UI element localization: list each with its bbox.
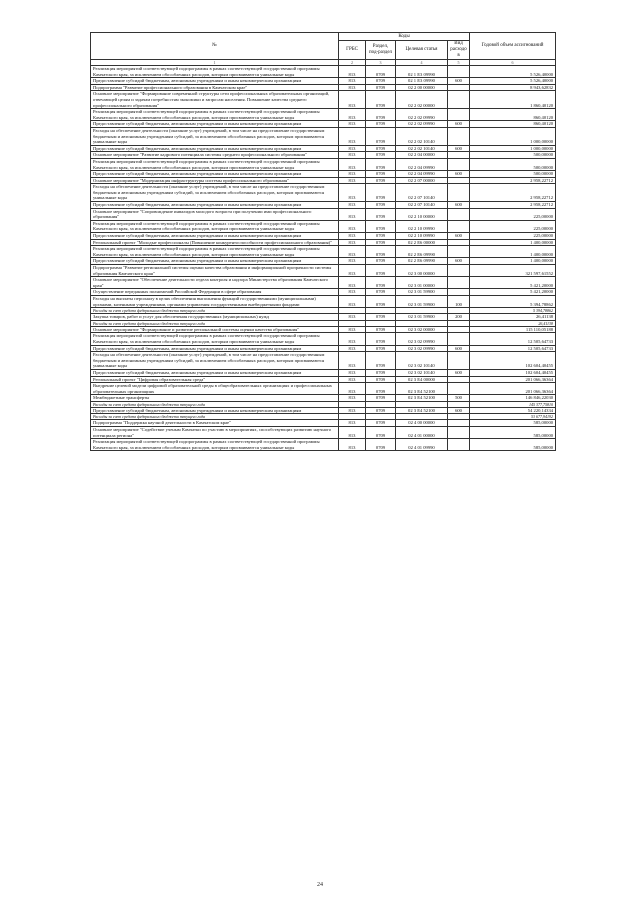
row-name: Основное мероприятие "Обеспечение деятельности отдела контроля и надзора Министерства образования Камчатского края" (91, 277, 339, 289)
row-name: Реализация мероприятий соответствующей подпрограммы в рамках соответствующей государственной программы Камчатского края, за исключением обособленных расходов, которым присваиваются уникальные коды (91, 333, 339, 345)
row-cel: 02 2 04 09990 (396, 171, 448, 178)
row-sum: 1 400,00000 (470, 239, 556, 246)
row-vid (448, 420, 470, 427)
row-sum: 5 394,78862 (470, 295, 556, 307)
table-row (91, 177, 556, 184)
row-grbs: 813 (339, 427, 366, 439)
row-vid: 600 (448, 145, 470, 152)
row-name: Основное мероприятие "Формирование и развитие региональной системы оценки качества образования" (91, 326, 339, 333)
row-grbs: 813 (339, 127, 366, 145)
table-row (91, 289, 556, 296)
row-sum: 2 958,22712 (470, 177, 556, 184)
row-name: Региональный проект "Цифровая образовательная среда" (91, 376, 339, 383)
row-cel: 02 2 Е6 09990 (396, 246, 448, 258)
row-grbs: 813 (339, 177, 366, 184)
row-sum: 26,41138 (470, 320, 556, 326)
row-sum: 145 377,75810 (470, 401, 556, 407)
row-name: Основное мероприятие "Сопровождение инвалидов молодого возраста при получении ими профессионального образования" (91, 208, 339, 220)
row-razdel: 0709 (366, 239, 396, 246)
row-cel: 02 2 10 09990 (396, 233, 448, 240)
row-vid (448, 91, 470, 109)
row-name: Расходы за счет средств федерального бюджета текущего года (91, 308, 339, 314)
row-grbs: 813 (339, 239, 366, 246)
row-sum: 585,00000 (470, 420, 556, 427)
table-row (91, 121, 556, 128)
row-razdel: 0709 (366, 277, 396, 289)
row-razdel: 0709 (366, 91, 396, 109)
table-row (91, 369, 556, 376)
row-name: Реализация мероприятий соответствующей подпрограммы в рамках соответствующей государственной программы Камчатского края, за исключением обособленных расходов, которым присваиваются уникальные коды (91, 66, 339, 78)
row-grbs: 813 (339, 158, 366, 170)
row-name: Реализация мероприятий соответствующей подпрограммы в рамках соответствующей государственной программы Камчатского края, за исключением обособленных расходов, которым присваиваются уникальные коды (91, 246, 339, 258)
row-sum: 2 958,22712 (470, 202, 556, 209)
index-cell: 6 (470, 60, 556, 66)
row-sum: 1 400,00000 (470, 246, 556, 258)
row-grbs: 813 (339, 184, 366, 202)
table-row (91, 352, 556, 370)
row-vid (448, 383, 470, 395)
row-name: Предоставление субсидий бюджетным, автономным учреждениям и иным некоммерческим организациям (91, 407, 339, 414)
row-name: Расходы за счет средств федерального бюджета текущего года (91, 414, 339, 420)
row-sum: 5 421,20000 (470, 277, 556, 289)
row-grbs: 813 (339, 246, 366, 258)
row-name: Реализация мероприятий соответствующей подпрограммы в рамках соответствующей государственной программы Камчатского края, за исключением обособленных расходов, которым присваиваются уникальные коды (91, 220, 339, 232)
table-row (91, 233, 556, 240)
table-row (91, 277, 556, 289)
row-sum: 860,40120 (470, 109, 556, 121)
row-grbs: 813 (339, 202, 366, 209)
row-vid (448, 265, 470, 277)
row-razdel: 0709 (366, 352, 396, 370)
row-sum: 5 421,20000 (470, 289, 556, 296)
row-vid (448, 152, 470, 159)
row-name: Предоставление субсидий бюджетным, автономным учреждениям и иным некоммерческим организациям (91, 171, 339, 178)
index-cell: 3 (366, 60, 396, 66)
table-row (91, 208, 556, 220)
row-grbs: 813 (339, 333, 366, 345)
row-cel: 02 3 01 00000 (396, 277, 448, 289)
row-cel: 02 3 01 59900 (396, 295, 448, 307)
row-grbs: 813 (339, 295, 366, 307)
row-razdel: 0709 (366, 258, 396, 265)
row-sum: 225,00000 (470, 220, 556, 232)
row-name: Региональный проект "Молодые профессионалы (Повышение конкурентоспособности профессионального образования)" (91, 239, 339, 246)
row-vid: 200 (448, 314, 470, 321)
row-razdel: 0709 (366, 376, 396, 383)
row-cel: 02 3 02 10140 (396, 352, 448, 370)
header-codes: Коды (339, 33, 470, 41)
row-cel: 02 2 10 09990 (396, 220, 448, 232)
row-razdel: 0709 (366, 109, 396, 121)
row-cel: 02 3 00 00000 (396, 265, 448, 277)
table-row (91, 326, 556, 333)
row-name: Реализация мероприятий соответствующей подпрограммы в рамках соответствующей государственной программы Камчатского края, за исключением обособленных расходов, которым присваиваются уникальные коды (91, 109, 339, 121)
row-sum: 500,00000 (470, 171, 556, 178)
row-cel: 02 2 02 00000 (396, 91, 448, 109)
row-name: Предоставление субсидий бюджетным, автономным учреждениям и иным некоммерческим организациям (91, 145, 339, 152)
row-razdel: 0709 (366, 127, 396, 145)
row-razdel: 0709 (366, 158, 396, 170)
table-row (91, 66, 556, 78)
index-cell: 4 (396, 60, 448, 66)
row-vid (448, 277, 470, 289)
row-sum: 1 400,00000 (470, 258, 556, 265)
table-row (91, 184, 556, 202)
table-row (91, 345, 556, 352)
row-grbs: 813 (339, 420, 366, 427)
row-grbs: 813 (339, 265, 366, 277)
page-number: 24 (317, 882, 323, 888)
row-name: Предоставление субсидий бюджетным, автономным учреждениям и иным некоммерческим организациям (91, 258, 339, 265)
row-name: Подпрограмма "Развитие профессионального образования в Камчатском крае" (91, 84, 339, 91)
row-sum: 12 505,64733 (470, 333, 556, 345)
index-cell: 5 (448, 60, 470, 66)
table-row (91, 258, 556, 265)
row-sum: 5 526,40000 (470, 66, 556, 78)
row-grbs: 813 (339, 345, 366, 352)
row-cel: 02 2 Е6 00000 (396, 239, 448, 246)
row-razdel: 0709 (366, 66, 396, 78)
row-vid (448, 289, 470, 296)
table-row (91, 239, 556, 246)
row-cel: 02 2 02 10140 (396, 127, 448, 145)
row-name: Реализация мероприятий соответствующей подпрограммы в рамках соответствующей государственной программы Камчатского края, за исключением обособленных расходов, которым присваиваются уникальные коды (91, 439, 339, 451)
row-grbs: 813 (339, 121, 366, 128)
table-row (91, 439, 556, 451)
table-row (91, 220, 556, 232)
table-row (91, 420, 556, 427)
row-sum: 115 110,05188 (470, 326, 556, 333)
row-razdel: 0709 (366, 439, 396, 451)
row-name: Предоставление субсидий бюджетным, автономным учреждениям и иным некоммерческим организациям (91, 369, 339, 376)
row-sum: 860,40120 (470, 121, 556, 128)
table-row (91, 145, 556, 152)
table-row (91, 171, 556, 178)
row-vid (448, 127, 470, 145)
table-row (91, 265, 556, 277)
row-vid (448, 439, 470, 451)
row-cel: 02 3 02 10140 (396, 369, 448, 376)
row-grbs: 813 (339, 171, 366, 178)
row-cel: 02 3 02 00000 (396, 326, 448, 333)
row-name: Подпрограмма "Развитие региональной системы оценки качества образования и информационной прозрачности системы образования Камчатского края" (91, 265, 339, 277)
table-row (91, 246, 556, 258)
row-sum: 102 604,40455 (470, 352, 556, 370)
row-vid: 600 (448, 78, 470, 85)
row-grbs: 813 (339, 233, 366, 240)
row-vid (448, 66, 470, 78)
row-name: Расходы на обеспечение деятельности (оказание услуг) учреждений, в том числе на предоставление государственным бюджетным и автономным учреждениям субсидий, за исключением обособленных расходов, которым присваиваются уникальные коды (91, 184, 339, 202)
row-vid (448, 239, 470, 246)
row-vid (448, 376, 470, 383)
table-row (91, 152, 556, 159)
row-name: Расходы на обеспечение деятельности (оказание услуг) учреждений, в том числе на предоставление государственным бюджетным и автономным учреждениям субсидий, за исключением обособленных расходов, которым присваиваются уникальные коды (91, 352, 339, 370)
row-razdel: 0709 (366, 171, 396, 178)
row-razdel: 0709 (366, 233, 396, 240)
row-vid (448, 109, 470, 121)
table-row (91, 427, 556, 439)
row-vid (448, 84, 470, 91)
row-sum: 585,00000 (470, 439, 556, 451)
row-cel: 02 2 02 10140 (396, 145, 448, 152)
index-cell: 1 (91, 60, 339, 66)
header-vid: Вид расходов (448, 41, 470, 60)
row-razdel: 0709 (366, 220, 396, 232)
row-vid: 600 (448, 369, 470, 376)
row-sum: 146 846,22030 (470, 395, 556, 402)
row-razdel: 0709 (366, 246, 396, 258)
row-sum: 1 000,00000 (470, 127, 556, 145)
row-grbs: 813 (339, 352, 366, 370)
row-grbs: 813 (339, 66, 366, 78)
row-grbs: 813 (339, 84, 366, 91)
row-vid: 100 (448, 295, 470, 307)
row-vid: 600 (448, 258, 470, 265)
row-sum: 5 394,78862 (470, 308, 556, 314)
row-grbs: 813 (339, 208, 366, 220)
table-row (91, 78, 556, 85)
row-razdel: 0709 (366, 202, 396, 209)
row-name: Предоставление субсидий бюджетным, автономным учреждениям и иным некоммерческим организациям (91, 78, 339, 85)
row-vid: 600 (448, 202, 470, 209)
table-row (91, 158, 556, 170)
row-razdel: 0709 (366, 345, 396, 352)
row-sum: 54 220,14334 (470, 407, 556, 414)
row-name: Подпрограмма "Поддержка научной деятельности в Камчатском крае" (91, 420, 339, 427)
row-vid (448, 184, 470, 202)
table-row (91, 314, 556, 321)
row-vid (448, 220, 470, 232)
row-sum: 8 943,62832 (470, 84, 556, 91)
row-cel: 02 3 Е4 00000 (396, 376, 448, 383)
table-row (91, 333, 556, 345)
row-vid: 600 (448, 345, 470, 352)
row-vid (448, 177, 470, 184)
row-cel: 02 2 07 10140 (396, 184, 448, 202)
row-razdel: 0709 (366, 145, 396, 152)
row-sum: 5 526,40000 (470, 78, 556, 85)
row-cel: 02 1 Е3 09990 (396, 66, 448, 78)
row-vid (448, 208, 470, 220)
header-grbs: ГРБС (339, 41, 366, 60)
row-sum: 201 066,36364 (470, 383, 556, 395)
row-razdel: 0709 (366, 326, 396, 333)
row-cel: 02 3 02 09990 (396, 345, 448, 352)
row-grbs: 813 (339, 314, 366, 321)
table-row (91, 91, 556, 109)
row-grbs: 813 (339, 220, 366, 232)
row-sum: 12 505,64733 (470, 345, 556, 352)
row-razdel: 0709 (366, 420, 396, 427)
row-razdel: 0709 (366, 383, 396, 395)
row-name: Предоставление субсидий бюджетным, автономным учреждениям и иным некоммерческим организациям (91, 233, 339, 240)
row-razdel: 0709 (366, 121, 396, 128)
row-vid: 600 (448, 233, 470, 240)
row-vid: 600 (448, 171, 470, 178)
row-vid (448, 333, 470, 345)
row-name: Основное мероприятие "Формирование современной структуры сети профессиональных образовательных организаций, отвечающей целям и задачам потребностям экономики и запросам населения. Повышение качества среднего профессионального образования" (91, 91, 339, 109)
row-vid (448, 158, 470, 170)
table-row (91, 407, 556, 414)
row-razdel: 0709 (366, 289, 396, 296)
table-row (91, 376, 556, 383)
header-razdel: Раздел, под-раздел (366, 41, 396, 60)
header-num: № (91, 33, 339, 60)
row-cel: 02 2 Е6 09990 (396, 258, 448, 265)
row-vid: 500 (448, 395, 470, 402)
row-vid (448, 427, 470, 439)
row-grbs: 813 (339, 395, 366, 402)
header-cel: Целевая статья (396, 41, 448, 60)
row-cel: 02 3 02 09990 (396, 333, 448, 345)
row-razdel: 0709 (366, 314, 396, 321)
row-name: Основное мероприятие "Развитие кадрового потенциала системы среднего профессионального образования" (91, 152, 339, 159)
row-razdel: 0709 (366, 152, 396, 159)
row-name: Закупка товаров, работ и услуг для обеспечения государственных (муниципальных) нужд (91, 314, 339, 321)
row-razdel: 0709 (366, 407, 396, 414)
row-cel: 02 4 01 09990 (396, 439, 448, 451)
row-name: Расходы за счет средств федерального бюджета текущего года (91, 401, 339, 407)
row-name: Расходы на выплаты персоналу в целях обеспечения выполнения функций государственными (муниципальными) органами, казенными учреждениями, органами управления государственными внебюджетными фондами (91, 295, 339, 307)
row-vid (448, 246, 470, 258)
row-razdel: 0709 (366, 295, 396, 307)
row-cel: 02 1 Е3 09990 (396, 78, 448, 85)
row-grbs: 813 (339, 439, 366, 451)
row-razdel: 0709 (366, 369, 396, 376)
row-cel: 02 3 Е4 52100 (396, 407, 448, 414)
row-cel: 02 4 01 00000 (396, 427, 448, 439)
row-vid: 600 (448, 121, 470, 128)
row-razdel: 0709 (366, 427, 396, 439)
row-cel: 02 2 07 00000 (396, 177, 448, 184)
row-cel: 02 2 04 00000 (396, 152, 448, 159)
row-grbs: 813 (339, 109, 366, 121)
row-sum: 1 860,40120 (470, 91, 556, 109)
table-row (91, 127, 556, 145)
budget-table (90, 32, 556, 451)
row-sum: 1 000,00000 (470, 145, 556, 152)
row-razdel: 0709 (366, 84, 396, 91)
row-sum: 500,00000 (470, 152, 556, 159)
row-grbs: 813 (339, 376, 366, 383)
table-row (91, 395, 556, 402)
row-razdel: 0709 (366, 184, 396, 202)
row-grbs: 813 (339, 277, 366, 289)
row-sum: 2 958,22712 (470, 184, 556, 202)
row-sum: 201 066,36364 (470, 376, 556, 383)
table-row (91, 202, 556, 209)
row-grbs: 813 (339, 369, 366, 376)
row-razdel: 0709 (366, 265, 396, 277)
row-cel: 02 2 02 09990 (396, 121, 448, 128)
row-grbs: 813 (339, 289, 366, 296)
row-vid: 600 (448, 407, 470, 414)
row-grbs: 813 (339, 258, 366, 265)
row-vid (448, 352, 470, 370)
row-cel: 02 2 02 09990 (396, 109, 448, 121)
index-cell: 2 (339, 60, 366, 66)
row-sum: 26,41138 (470, 314, 556, 321)
row-cel: 02 2 04 09990 (396, 158, 448, 170)
row-sum: 102 604,40455 (470, 369, 556, 376)
row-sum: 225,00000 (470, 233, 556, 240)
row-sum: 225,00000 (470, 208, 556, 220)
row-name: Предоставление субсидий бюджетным, автономным учреждениям и иным некоммерческим организациям (91, 345, 339, 352)
row-razdel: 0709 (366, 395, 396, 402)
row-razdel: 0709 (366, 177, 396, 184)
row-grbs: 813 (339, 407, 366, 414)
row-name: Реализация мероприятий соответствующей подпрограммы в рамках соответствующей государственной программы Камчатского края, за исключением обособленных расходов, которым присваиваются уникальные коды (91, 158, 339, 170)
row-cel: 02 3 Е4 52100 (396, 383, 448, 395)
header-sum: Годовой объем ассигнований (470, 33, 556, 60)
row-cel: 02 3 Е4 52100 (396, 395, 448, 402)
row-name: Межбюджетные трансферты (91, 395, 339, 402)
row-name: Расходы за счет средств федерального бюджета текущего года (91, 320, 339, 326)
table-row (91, 383, 556, 395)
table-row (91, 84, 556, 91)
table-row (91, 295, 556, 307)
row-cel: 02 3 01 59900 (396, 314, 448, 321)
table-body (91, 66, 556, 451)
row-razdel: 0709 (366, 78, 396, 85)
row-vid (448, 326, 470, 333)
row-cel: 02 2 10 00000 (396, 208, 448, 220)
row-grbs: 813 (339, 91, 366, 109)
row-cel: 02 2 00 00000 (396, 84, 448, 91)
row-name: Предоставление субсидий бюджетным, автономным учреждениям и иным некоммерческим организациям (91, 121, 339, 128)
row-sum: 321 597,61552 (470, 265, 556, 277)
row-name: Внедрение целевой модели цифровой образовательной среды в общеобразовательных организациях и профессиональных образовательных организациях (91, 383, 339, 395)
row-razdel: 0709 (366, 208, 396, 220)
row-name: Осуществление переданных полномочий Российской Федерации в сфере образования (91, 289, 339, 296)
document-page (90, 32, 555, 451)
row-cel: 02 4 00 00000 (396, 420, 448, 427)
row-name: Основное мероприятие "Модернизация инфраструктуры системы профессионального образования" (91, 177, 339, 184)
row-grbs: 813 (339, 78, 366, 85)
row-grbs: 813 (339, 383, 366, 395)
row-name: Основное мероприятие "Содействие ученым Камчатки по участию в мероприятиях, способствующих развитию научного потенциала региона" (91, 427, 339, 439)
header-row-top (91, 33, 556, 41)
row-grbs: 813 (339, 326, 366, 333)
table-row (91, 109, 556, 121)
row-grbs: 813 (339, 152, 366, 159)
row-sum: 585,00000 (470, 427, 556, 439)
row-name: Предоставление субсидий бюджетным, автономным учреждениям и иным некоммерческим организациям (91, 202, 339, 209)
row-razdel: 0709 (366, 333, 396, 345)
row-cel: 02 2 07 10140 (396, 202, 448, 209)
row-cel: 02 3 01 59900 (396, 289, 448, 296)
row-name: Расходы на обеспечение деятельности (оказание услуг) учреждений, в том числе на предоставление государственным бюджетным и автономным учреждениям субсидий, за исключением обособленных расходов, которым присваиваются уникальные коды (91, 127, 339, 145)
row-grbs: 813 (339, 145, 366, 152)
row-sum: 53 677,94192 (470, 414, 556, 420)
row-sum: 500,00000 (470, 158, 556, 170)
